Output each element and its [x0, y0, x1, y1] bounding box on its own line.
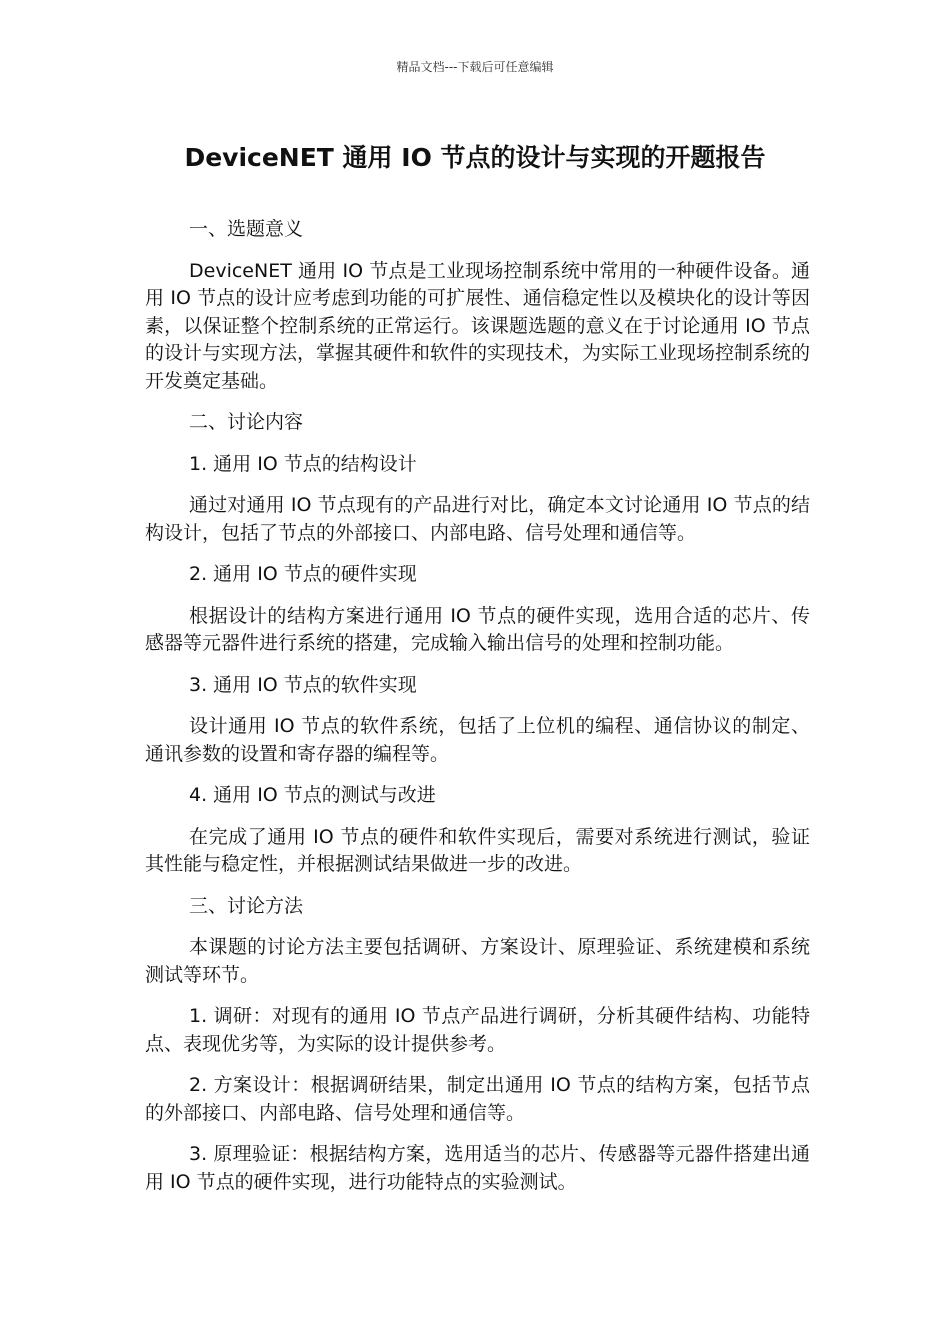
paragraph-method-scheme-design: 2. 方案设计：根据调研结果，制定出通用 IO 节点的结构方案，包括节点的外部接口、内部电路、信号处理和通信等。: [145, 1074, 810, 1124]
document-body: [145, 216, 810, 1210]
paragraph-structure-design: 通过对通用 IO 节点现有的产品进行对比，确定本文讨论通用 IO 节点的结构设计，包括了节点的外部接口、内部电路、信号处理和通信等。: [145, 494, 810, 544]
page-header: 精品文档---下载后可任意编辑: [396, 60, 554, 74]
paragraph-method-survey: 1. 调研：对现有的通用 IO 节点产品进行调研，分析其硬件结构、功能特点、表现优劣等，为实际的设计提供参考。: [145, 1005, 810, 1055]
paragraph-method-principle-verification: 3. 原理验证：根据结构方案，选用适当的芯片、传感器等元器件搭建出通用 IO 节点的硬件实现，进行功能特点的实验测试。: [145, 1143, 810, 1193]
paragraph-topic-significance: DeviceNET 通用 IO 节点是工业现场控制系统中常用的一种硬件设备。通用 IO 节点的设计应考虑到功能的可扩展性、通信稳定性以及模块化的设计等因素，以保证整个控制系统的正常运行。该课题选题的意义在于讨论通用 IO 节点的设计与实现方法，掌握其硬件和软件的实现技术，为实际工业现场控制系统的开发奠定基础。: [145, 259, 811, 392]
paragraph-software-implementation: 设计通用 IO 节点的软件系统，包括了上位机的编程、通信协议的制定、通讯参数的设置和寄存器的编程等。: [145, 715, 810, 765]
section-heading-research-content: 二、讨论内容: [189, 411, 304, 433]
paragraph-testing-improvement: 在完成了通用 IO 节点的硬件和软件实现后，需要对系统进行测试，验证其性能与稳定性，并根据测试结果做进一步的改进。: [145, 825, 810, 875]
paragraph-hardware-implementation: 根据设计的结构方案进行通用 IO 节点的硬件实现，选用合适的芯片、传感器等元器件进行系统的搭建，完成输入输出信号的处理和控制功能。: [145, 604, 810, 654]
subheading-hardware-implementation: 2. 通用 IO 节点的硬件实现: [189, 563, 417, 585]
subheading-testing-improvement: 4. 通用 IO 节点的测试与改进: [189, 784, 436, 806]
subheading-structure-design: 1. 通用 IO 节点的结构设计: [189, 452, 417, 475]
section-heading-research-methods: 三、讨论方法: [189, 894, 304, 917]
paragraph-research-methods: 本课题的讨论方法主要包括调研、方案设计、原理验证、系统建模和系统测试等环节。: [145, 936, 810, 986]
section-heading-topic-significance: 一、选题意义: [189, 218, 304, 240]
subheading-software-implementation: 3. 通用 IO 节点的软件实现: [189, 673, 417, 696]
document-title: DeviceNET 通用 IO 节点的设计与实现的开题报告: [184, 143, 766, 172]
